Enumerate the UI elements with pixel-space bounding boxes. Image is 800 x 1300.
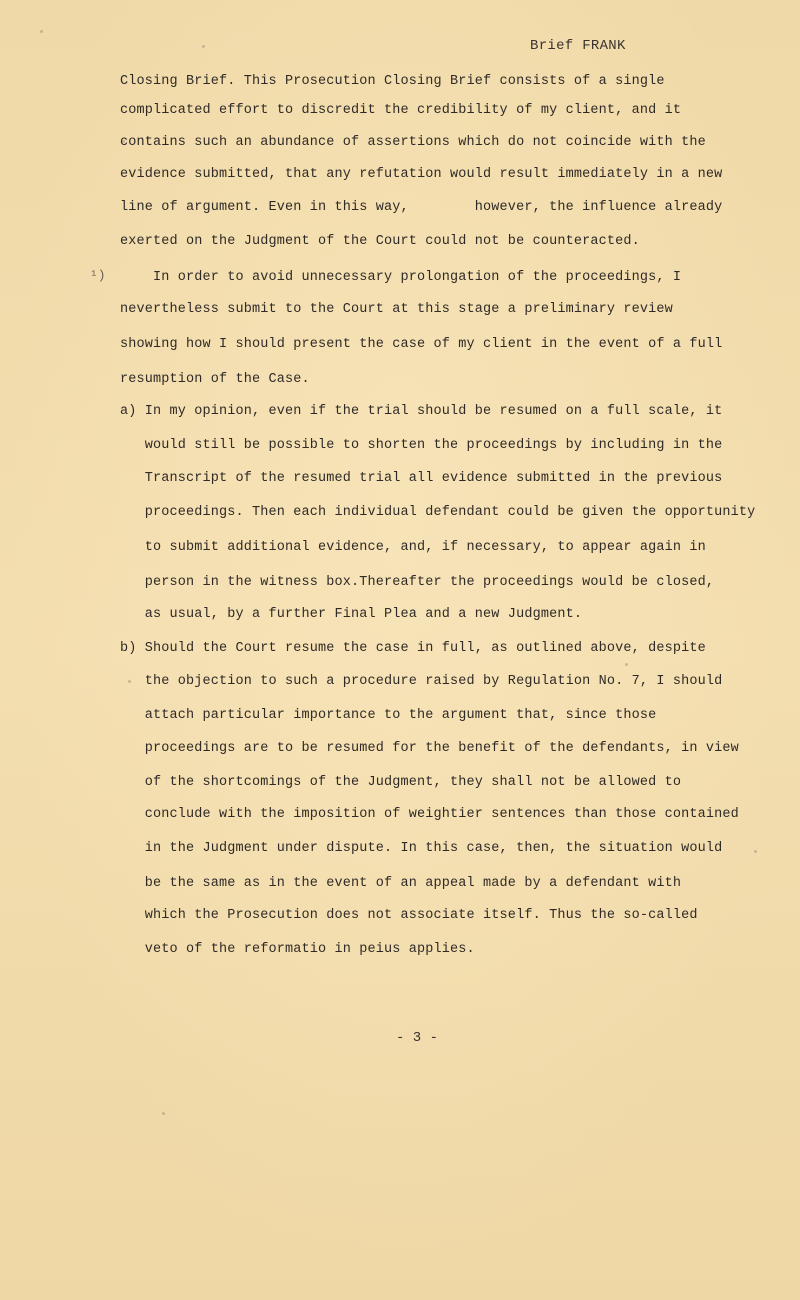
text-line: exerted on the Judgment of the Court could not be counteracted. xyxy=(120,234,640,249)
text-line: contains such an abundance of assertions which do not coincide with the xyxy=(120,135,706,150)
text-line: veto of the reformatio in peius applies. xyxy=(120,942,475,957)
text-line: to submit additional evidence, and, if necessary, to appear again in xyxy=(120,540,706,555)
text-line: b) Should the Court resume the case in full, as outlined above, despite xyxy=(120,641,706,656)
text-line: be the same as in the event of an appeal made by a defendant with xyxy=(120,876,682,891)
text-line: Transcript of the resumed trial all evidence submitted in the previous xyxy=(120,471,723,486)
text-line: proceedings. Then each individual defendant could be given the opportunity xyxy=(120,505,756,520)
text-line: of the shortcomings of the Judgment, they shall not be allowed to xyxy=(120,775,682,790)
margin-mark: ¹) xyxy=(90,268,106,283)
text-line: line of argument. Even in this way, however, the influence already xyxy=(120,200,723,215)
text-line: In order to avoid unnecessary prolongation of the proceedings, I xyxy=(120,270,682,285)
text-line: which the Prosecution does not associate itself. Thus the so-called xyxy=(120,908,698,923)
text-line: would still be possible to shorten the proceedings by including in the xyxy=(120,438,723,453)
text-line: the objection to such a procedure raised by Regulation No. 7, I should xyxy=(120,674,723,689)
text-line: conclude with the imposition of weightier sentences than those contained xyxy=(120,807,739,822)
text-line: proceedings are to be resumed for the benefit of the defendants, in view xyxy=(120,741,739,756)
text-line: attach particular importance to the argument that, since those xyxy=(120,708,657,723)
text-line: person in the witness box.Thereafter the proceedings would be closed, xyxy=(120,575,715,590)
text-line: resumption of the Case. xyxy=(120,372,310,387)
text-line: in the Judgment under dispute. In this case, then, the situation would xyxy=(120,841,723,856)
text-line: nevertheless submit to the Court at this stage a preliminary review xyxy=(120,302,673,317)
text-line: a) In my opinion, even if the trial should be resumed on a full scale, it xyxy=(120,404,723,419)
page-header: Brief FRANK xyxy=(530,38,626,54)
text-line: showing how I should present the case of my client in the event of a full xyxy=(120,337,723,352)
text-line: as usual, by a further Final Plea and a new Judgment. xyxy=(120,607,583,622)
text-line: Closing Brief. This Prosecution Closing Brief consists of a single xyxy=(120,74,665,89)
page-number: - 3 - xyxy=(396,1030,439,1046)
text-line: complicated effort to discredit the credibility of my client, and it xyxy=(120,103,682,118)
text-line: evidence submitted, that any refutation would result immediately in a new xyxy=(120,167,723,182)
